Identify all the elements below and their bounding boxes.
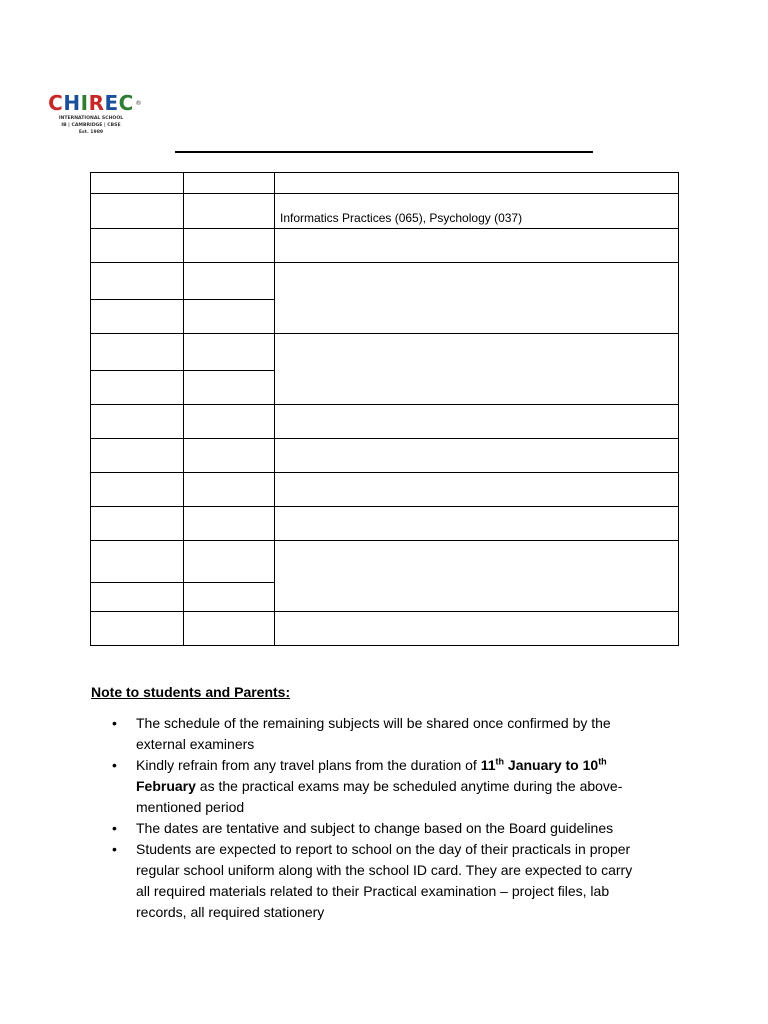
table-cell	[91, 173, 184, 194]
bullet-icon: •	[112, 757, 117, 773]
list-item	[90, 818, 690, 839]
logo-letter: R	[88, 91, 105, 115]
note-text: The schedule of the remaining subjects will be shared once confirmed by the	[136, 715, 611, 731]
logo-letter: C	[118, 91, 134, 115]
list-item	[90, 755, 690, 818]
logo-registered-mark: ®	[135, 100, 142, 107]
table-row	[91, 229, 679, 263]
cell-divider	[90, 299, 274, 300]
table-cell	[91, 194, 184, 229]
table-row	[91, 334, 679, 405]
bullet-icon: •	[112, 841, 117, 857]
subjects-cell: Informatics Practices (065), Psychology (037)	[275, 194, 679, 229]
table-row	[91, 612, 679, 646]
date-range-start: 11th January to 10th	[480, 756, 607, 773]
logo-letter: I	[80, 91, 89, 115]
cell-divider	[90, 582, 274, 583]
note-text: Kindly refrain from any travel plans from the duration of 11th January to 10th	[136, 756, 607, 773]
logo-established: Est. 1989	[78, 130, 104, 135]
note-text: regular school uniform along with the school ID card. They are expected to carry	[136, 862, 633, 878]
table-row	[91, 473, 679, 507]
table-cell	[184, 173, 275, 194]
list-item	[90, 839, 690, 923]
bullet-icon: •	[112, 715, 117, 731]
table-header-row	[91, 173, 679, 194]
date-range-end: February	[136, 778, 196, 794]
table-row	[91, 405, 679, 439]
table-cell	[184, 194, 275, 229]
school-logo	[42, 90, 142, 142]
table-row	[91, 263, 679, 334]
table-row	[91, 439, 679, 473]
title-underline	[175, 151, 593, 153]
notes-list	[90, 713, 690, 923]
note-text: mentioned period	[136, 799, 245, 815]
logo-tagline: INTERNATIONAL SCHOOL	[58, 116, 124, 121]
bullet-icon: •	[112, 820, 117, 836]
note-text: The dates are tentative and subject to change based on the Board guidelines	[136, 820, 614, 836]
logo-wordmark	[42, 90, 140, 116]
cell-divider	[90, 370, 274, 371]
table-row	[91, 541, 679, 612]
schedule-table	[90, 172, 679, 646]
note-text: February as the practical exams may be scheduled anytime during the above-	[136, 778, 623, 794]
logo-letter: H	[63, 91, 81, 115]
logo-letter: E	[104, 91, 119, 115]
logo-curricula: IB | CAMBRIDGE | CBSE	[61, 123, 121, 128]
note-text: external examiners	[136, 736, 255, 752]
table-row	[91, 507, 679, 541]
list-item	[90, 713, 690, 755]
table-cell	[275, 173, 679, 194]
note-text: all required materials related to their Practical examination – project files, lab	[136, 883, 610, 899]
table-row	[91, 194, 679, 229]
logo-letter: C	[48, 91, 64, 115]
note-text: records, all required stationery	[136, 904, 325, 920]
notes-heading: Note to students and Parents:	[91, 684, 291, 700]
note-text: Students are expected to report to school on the day of their practicals in proper	[136, 841, 631, 857]
